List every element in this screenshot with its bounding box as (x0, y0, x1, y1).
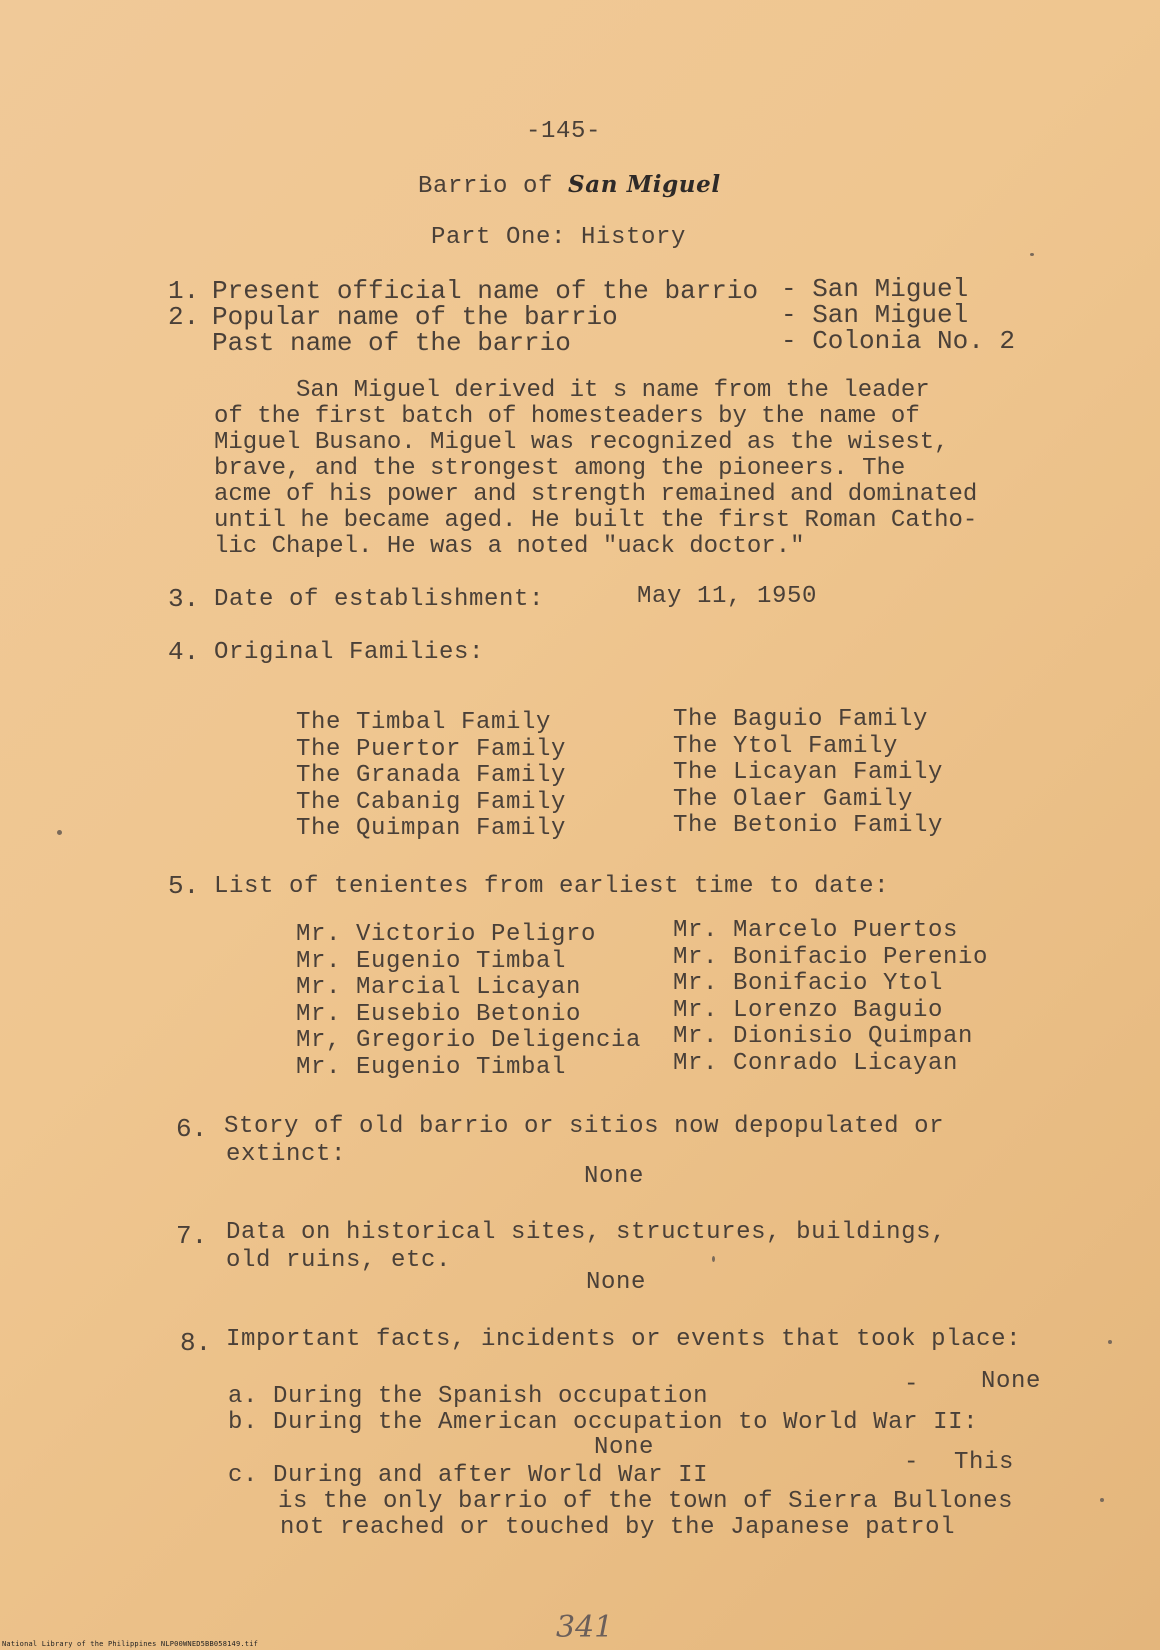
item5-num: 5. (168, 871, 200, 901)
family-item: The Quimpan Family (296, 815, 567, 842)
family-item: The Cabanig Family (296, 788, 567, 816)
teniente-item: Mr. Dionisio Quimpan (673, 1023, 974, 1050)
speck (712, 1256, 715, 1262)
speck (1100, 1498, 1104, 1502)
tenientes-right (673, 918, 988, 1077)
item7-line2: old ruins, etc. (226, 1247, 452, 1274)
item8a-value: None (981, 1368, 1042, 1395)
history-line: brave, and the strongest among the pioneers. The (214, 455, 906, 482)
teniente-item: Mr. Eusebio Betonio (296, 1000, 582, 1028)
item8a-text: a. During the Spanish occupation (228, 1383, 709, 1410)
footer-caption: National Library of the Philippines NLP00WNED5BB058149.tif (2, 1640, 259, 1648)
teniente-item: Mr. Marcelo Puertos (673, 917, 959, 944)
teniente-item: Mr. Lorenzo Baguio (673, 996, 944, 1024)
family-item: The Baguio Family (673, 706, 929, 733)
title (418, 171, 721, 200)
item8-num: 8. (180, 1328, 212, 1358)
teniente-item: Mr. Marcial Licayan (296, 974, 582, 1001)
past-name-value: - Colonia No. 2 (781, 326, 1016, 356)
item3-num: 3. (168, 584, 200, 614)
item6-num: 6. (176, 1114, 208, 1144)
item5-label: List of tenientes from earliest time to date: (214, 873, 890, 900)
item3-value: May 11, 1950 (637, 583, 818, 610)
title-name: San Miguel (568, 171, 721, 198)
teniente-item: Mr. Eugenio Timbal (296, 1053, 567, 1081)
item4-label: Original Families: (214, 639, 485, 666)
subtitle: Part One: History (431, 224, 687, 251)
item8c-text: c. During and after World War II (228, 1462, 709, 1489)
families-right (673, 707, 943, 840)
item6-line1: Story of old barrio or sitios now depopulated or (224, 1113, 945, 1140)
item7-value: None (586, 1269, 647, 1296)
item1-label: Present official name of the barrio (212, 276, 759, 306)
family-item: The Olaer Gamily (673, 785, 914, 813)
teniente-item: Mr. Victorio Peligro (296, 921, 597, 948)
item3-label: Date of establishment: (214, 586, 545, 613)
family-item: The Betonio Family (673, 812, 944, 839)
item8a-dash: - (904, 1371, 920, 1398)
family-item: The Puertor Family (296, 735, 567, 763)
item8c-dash: - (904, 1449, 920, 1476)
history-line: Miguel Busano. Miguel was recognized as the wisest, (214, 429, 949, 456)
teniente-item: Mr, Gregorio Deligencia (296, 1027, 642, 1054)
item8-label: Important facts, incidents or events that took place: (226, 1326, 1022, 1353)
item1-value: - San Miguel (781, 274, 969, 304)
history-line: acme of his power and strength remained and dominated (214, 481, 978, 508)
past-name-label: Past name of the barrio (212, 328, 571, 358)
item4-num: 4. (168, 637, 200, 667)
speck (57, 830, 62, 835)
item6-value: None (584, 1163, 645, 1190)
history-line: lic Chapel. He was a noted "uack doctor." (214, 533, 805, 560)
family-item: The Granada Family (296, 762, 567, 789)
teniente-item: Mr. Bonifacio Perenio (673, 943, 989, 971)
speck (1108, 1340, 1112, 1344)
item8b-text: b. During the American occupation to World War II: (228, 1409, 979, 1436)
item7-num: 7. (176, 1221, 208, 1251)
history-line: San Miguel derived it s name from the leader (296, 377, 930, 404)
title-prefix: Barrio of (418, 173, 554, 200)
teniente-item: Mr. Bonifacio Ytol (673, 970, 944, 997)
item2-label: Popular name of the barrio (212, 302, 618, 332)
tenientes-left (296, 922, 641, 1081)
family-item: The Licayan Family (673, 759, 944, 786)
item1-num: 1. (168, 276, 200, 306)
item6-line2: extinct: (226, 1141, 347, 1168)
speck (1030, 253, 1034, 256)
teniente-item: Mr. Eugenio Timbal (296, 947, 567, 975)
item8c-line3: not reached or touched by the Japanese patrol (280, 1514, 956, 1541)
page-number: -145- (526, 118, 602, 145)
stamp-number: 341 (556, 1610, 614, 1645)
history-line: of the first batch of homesteaders by the name of (214, 403, 920, 430)
item8b-value: None (594, 1434, 655, 1461)
item7-line1: Data on historical sites, structures, buildings, (226, 1219, 947, 1246)
item8c-value: This (954, 1449, 1015, 1476)
item8c-line2: is the only barrio of the town of Sierra Bullones (278, 1488, 1014, 1515)
item2-num: 2. (168, 302, 200, 332)
history-line: until he became aged. He built the first Roman Catho- (214, 507, 978, 534)
families-left (296, 710, 566, 843)
family-item: The Timbal Family (296, 709, 552, 736)
item2-value: - San Miguel (781, 300, 969, 330)
family-item: The Ytol Family (673, 732, 899, 760)
teniente-item: Mr. Conrado Licayan (673, 1049, 959, 1077)
